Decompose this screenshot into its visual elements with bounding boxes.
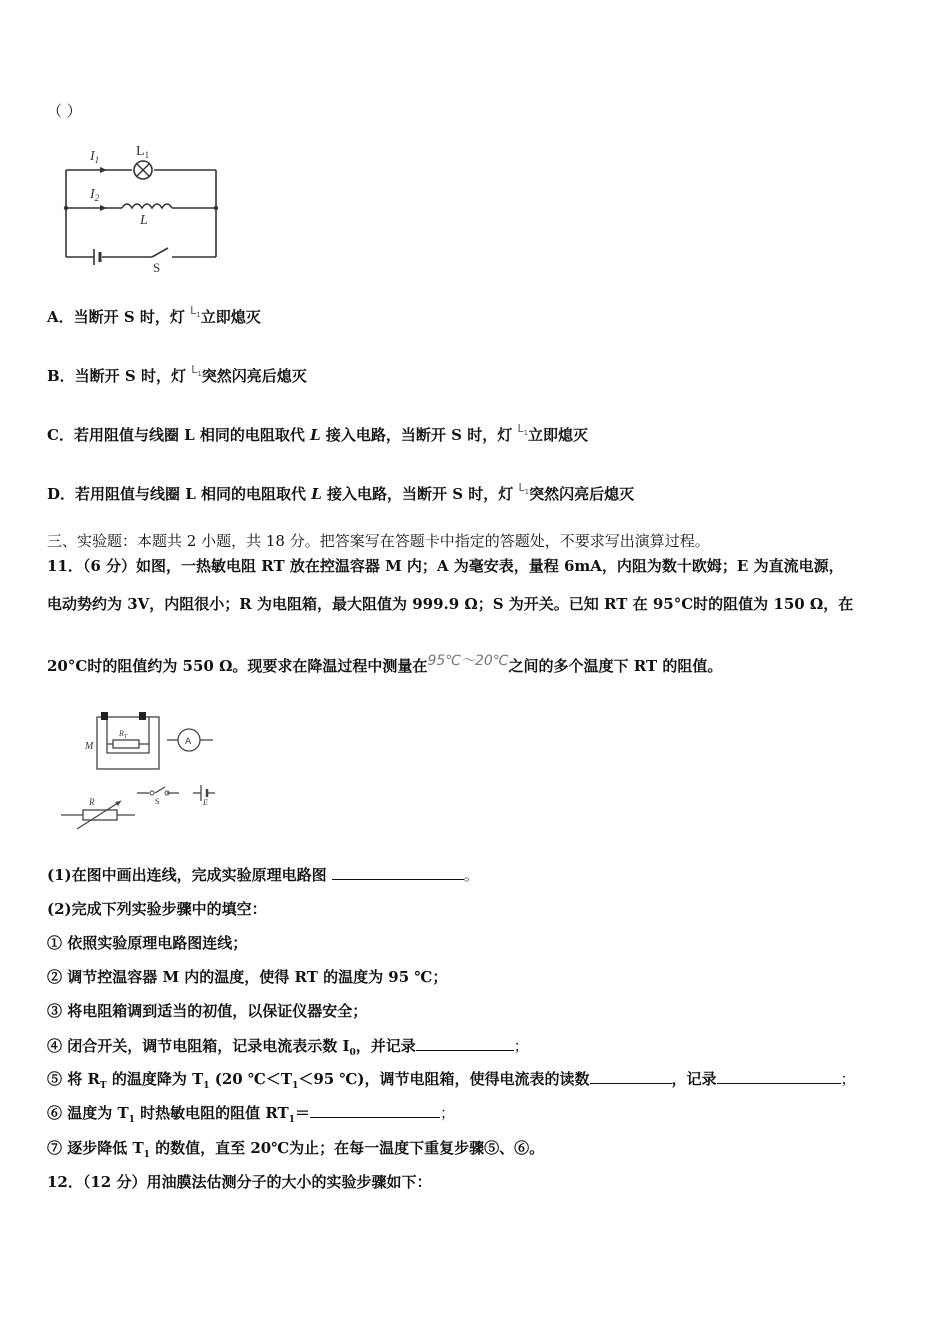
step-circle-7: ⑦ 逐步降低 $T_1$ 的数值，直至 20℃为止；在每一温度下重复步骤⑤、⑥。 [47, 1139, 545, 1160]
svg-text:S: S [155, 797, 160, 806]
svg-text:R: R [89, 797, 95, 807]
answer-blank[interactable] [590, 1069, 672, 1084]
svg-text:I1: $I_1$ [90, 149, 100, 165]
svg-text:L: L [140, 213, 148, 228]
answer-blank[interactable] [416, 1036, 514, 1051]
svg-text:M: M [85, 741, 94, 752]
step-circle-2: ② 调节控温容器 M 内的温度，使得 RT 的温度为 95 ℃； [47, 968, 448, 986]
step-circle-1: ① 依照实验原理电路图连线； [47, 934, 248, 952]
svg-text:S: S [153, 260, 161, 275]
option-a: A．当断开 S 时，灯 $^{L_1}$立即熄灭 [47, 304, 261, 326]
question-11-line1: 11．（6 分）如图，一热敏电阻 RT 放在控温容器 M 内；A 为毫安表，量程 6mA，内阻为数十欧姆；E 为直流电源， [47, 557, 844, 575]
svg-text:E: E [203, 798, 208, 807]
step-circle-4: ④ 闭合开关，调节电阻箱，记录电流表示数 $I_0$，并记录 ； [47, 1037, 529, 1058]
svg-text:L1: $L_1$ [136, 144, 150, 160]
question-12: 12．（12 分）用油膜法估测分子的大小的实验步骤如下： [47, 1173, 432, 1191]
circuit-diagram-1 [60, 140, 230, 275]
answer-blank[interactable] [310, 1103, 440, 1118]
svg-text:RT: $R_T$ [119, 729, 128, 740]
temperature-range-image: 95℃～20℃ [427, 653, 509, 669]
step-2: (2)完成下列实验步骤中的填空： [47, 900, 267, 918]
circuit-diagram-2 [55, 705, 230, 835]
answer-blank[interactable] [717, 1069, 841, 1084]
answer-blank[interactable] [332, 865, 464, 880]
option-b: B．当断开 S 时，灯 $^{L_1}$突然闪亮后熄灭 [47, 363, 307, 385]
question-11-line3: 20°C时的阻值约为 550 Ω。现要求在降温过程中测量在95℃～20℃之间的多个温度下 RT 的阻值。 [47, 653, 723, 675]
step-circle-6: ⑥ 温度为 $T_1$ 时热敏电阻的阻值 $RT_1=$ ； [47, 1104, 455, 1125]
svg-text:A: A [185, 737, 192, 747]
svg-text:I2: $I_2$ [90, 187, 100, 203]
option-c: C．若用阻值与线圈 L 相同的电阻取代 L 接入电路，当断开 S 时，灯 $^{L_1}$立即熄灭 [47, 422, 589, 444]
option-d: D．若用阻值与线圈 L 相同的电阻取代 L 接入电路，当断开 S 时，灯 $^{L_1}$突然闪亮后熄灭 [47, 481, 635, 503]
section-heading: 三、实验题：本题共 2 小题，共 18 分。把答案写在答题卡中指定的答题处，不要求写出演算过程。 [47, 532, 710, 550]
step-circle-3: ③ 将电阻箱调到适当的初值，以保证仪器安全； [47, 1002, 368, 1020]
question-11-line2: 电动势约为 3V，内阻很小；R 为电阻箱，最大阻值为 999.9 Ω；S 为开关。已知 RT 在 95°C时的阻值为 150 Ω，在 [47, 595, 854, 613]
step-circle-5: ⑤ 将 $R_T$ 的温度降为 $T_1$ (20 $℃<T_1<95$ ℃)，调节电阻箱，使得电流表的读数 ，记录 ； [47, 1070, 856, 1091]
answer-paren: （ ） [47, 102, 82, 120]
step-1: (1)在图中画出连线，完成实验原理电路图 。 [47, 866, 479, 884]
